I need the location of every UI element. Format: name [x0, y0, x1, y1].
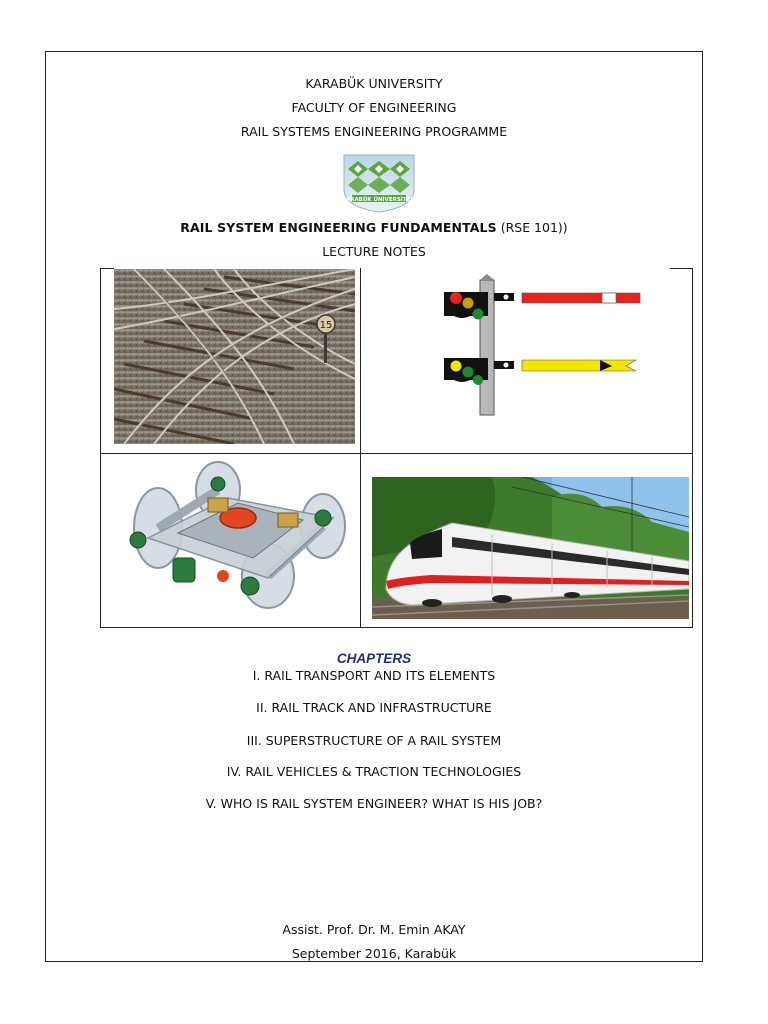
chapter-item-5: V. WHO IS RAIL SYSTEM ENGINEER? WHAT IS HIS JOB? [205, 796, 543, 811]
grid-top-left-tick [100, 268, 114, 269]
grid-top-right-tick [670, 268, 693, 269]
author-name: Assist. Prof. Dr. M. Emin AKAY [282, 922, 466, 937]
grid-middle-divider [100, 453, 693, 454]
grid-vertical-divider [360, 268, 361, 628]
track-sign-number: 15 [319, 320, 333, 331]
publication-date: September 2016, Karabük [291, 946, 457, 961]
course-title [45, 220, 703, 235]
course-code: (RSE 101)) [496, 220, 568, 235]
railway-tracks-photo [114, 269, 355, 444]
semaphore-signal-diagram [440, 272, 645, 417]
grid-right-border [692, 268, 693, 628]
course-name: RAIL SYSTEM ENGINEERING FUNDAMENTALS [180, 220, 497, 235]
faculty-name: FACULTY OF ENGINEERING [291, 100, 457, 115]
programme-name: RAIL SYSTEMS ENGINEERING PROGRAMME [240, 124, 508, 139]
chapter-item-4: IV. RAIL VEHICLES & TRACTION TECHNOLOGIES [226, 764, 522, 779]
chapters-heading: CHAPTERS [336, 651, 412, 666]
bogie-render-photo [118, 458, 350, 610]
grid-bottom-border [100, 627, 693, 628]
chapter-item-3: III. SUPERSTRUCTURE OF A RAIL SYSTEM [246, 733, 502, 748]
chapter-item-1: I. RAIL TRANSPORT AND ITS ELEMENTS [252, 668, 496, 683]
lecture-notes-label: LECTURE NOTES [322, 244, 426, 259]
university-logo-icon [342, 153, 416, 213]
chapter-item-2: II. RAIL TRACK AND INFRASTRUCTURE [256, 700, 492, 715]
grid-left-border [100, 268, 101, 628]
ice-train-photo [372, 477, 689, 619]
logo-text: KARABÜK ÜNİVERSİTESİ [342, 196, 416, 203]
university-name: KARABÜK UNIVERSITY [305, 76, 443, 91]
